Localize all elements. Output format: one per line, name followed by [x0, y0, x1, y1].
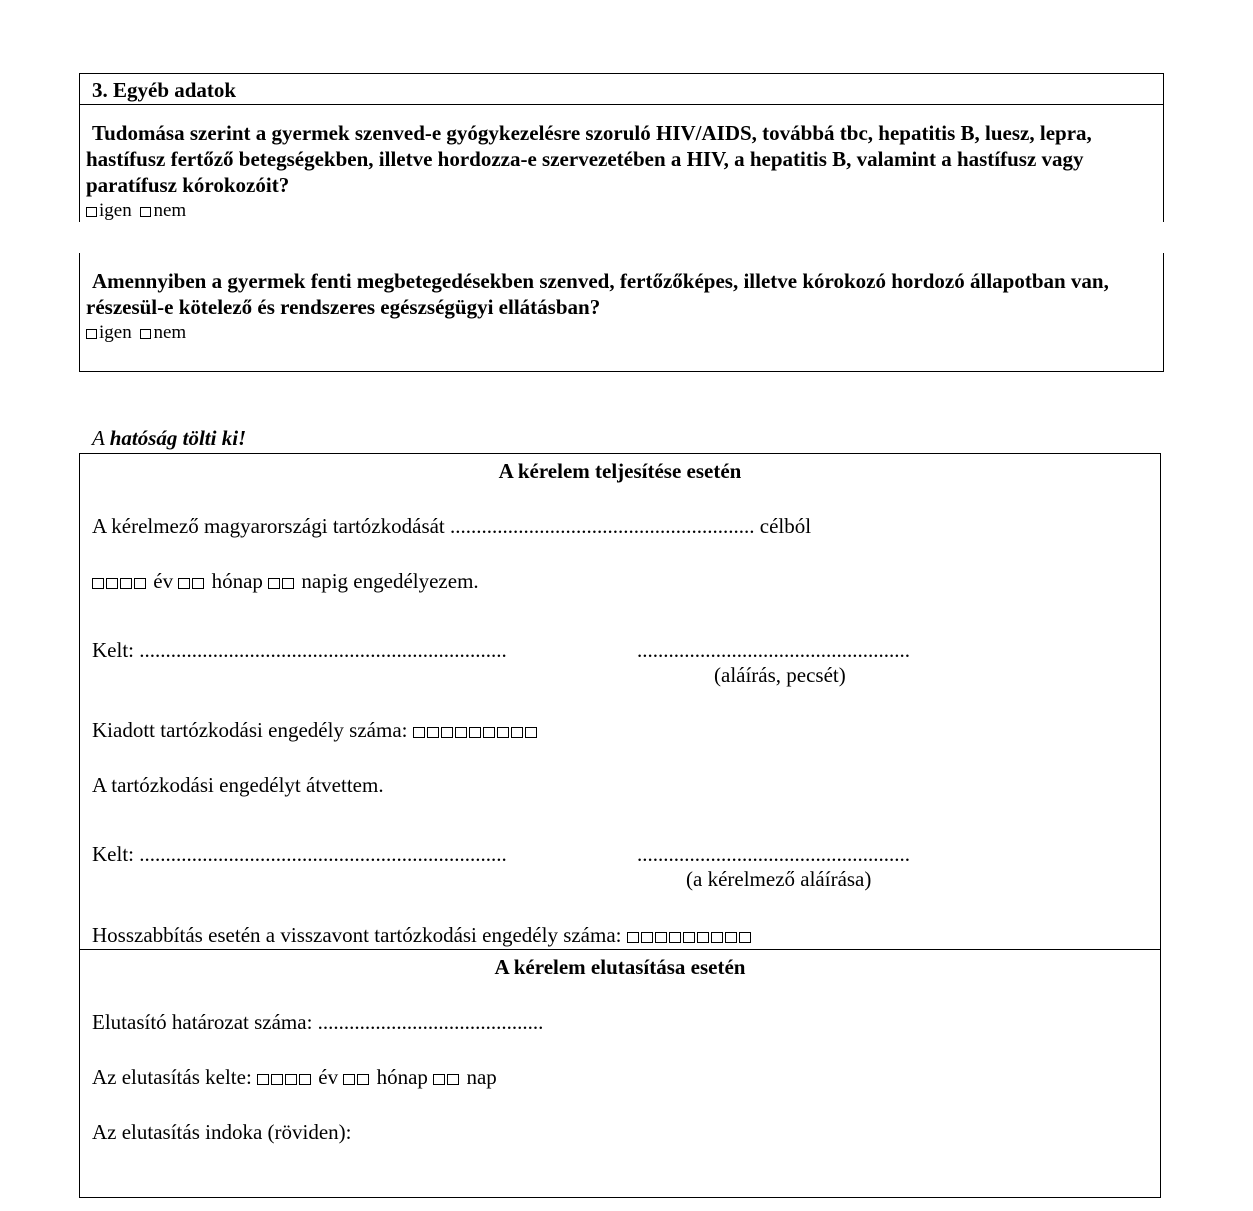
question1-yes-checkbox[interactable] — [86, 207, 97, 217]
approval-title: A kérelem teljesítése esetén — [498, 459, 742, 483]
kelt-dots-field[interactable]: ...................................................................... — [139, 638, 507, 662]
extension-line — [92, 925, 753, 946]
question2-yes-label: igen — [99, 322, 132, 343]
signature-caption: (aláírás, pecsét) — [714, 663, 846, 687]
question2-text: Amennyiben a gyermek fenti megbetegedésekben szenved, fertőzőképes, illetve kórokozó hordozó állapotban van, részesül-e kötelező és rendszeres egészségügyi ellátásban? — [86, 269, 1109, 319]
purpose-line — [92, 516, 811, 537]
question1-no-checkbox[interactable] — [140, 207, 151, 217]
decision-number-label: Elutasító határozat száma: — [92, 1010, 313, 1034]
duration-year-boxes[interactable] — [92, 569, 148, 593]
permit-number-label: Kiadott tartózkodási engedély száma: — [92, 718, 408, 742]
decision-number-dots-field[interactable]: ........................................... — [317, 1010, 544, 1034]
purpose-dots-field[interactable]: .......................................................... — [450, 514, 755, 538]
duration-year-label: év — [153, 569, 174, 593]
extension-number-boxes[interactable] — [627, 923, 753, 947]
kelt-label: Kelt: — [92, 638, 134, 662]
extension-label: Hosszabbítás esetén a visszavont tartózkodási engedély száma: — [92, 923, 622, 947]
question2-no-checkbox[interactable] — [140, 329, 151, 339]
purpose-label: A kérelmező magyarországi tartózkodását — [92, 514, 445, 538]
signature-dots-field[interactable]: .................................................... — [637, 638, 910, 662]
rejection-month-label: hónap — [376, 1065, 428, 1089]
applicant-signature-caption: (a kérelmező aláírása) — [686, 867, 872, 891]
permit-number-boxes[interactable] — [413, 718, 539, 742]
question1-yes-label: igen — [99, 200, 132, 221]
kelt-label-2: Kelt: — [92, 842, 134, 866]
rejection-year-label: év — [318, 1065, 339, 1089]
question2-yes-checkbox[interactable] — [86, 329, 97, 339]
authority-note-prefix: A — [92, 426, 110, 450]
rejection-month-boxes[interactable] — [343, 1065, 371, 1089]
question1-text: Tudomása szerint a gyermek szenved-e gyógykezelésre szoruló HIV/AIDS, továbbá tbc, hepatitis B, luesz, lepra, hastífusz fertőző betegségekben, illetve hordozza-e szervezetében a HIV, a hepatitis B, valamint a hastífusz vagy paratífusz kórokozóit? — [86, 121, 1092, 197]
question2-no-label: nem — [153, 322, 187, 343]
question2-options — [86, 323, 186, 342]
duration-day-boxes[interactable] — [268, 569, 296, 593]
kelt-line-2 — [92, 844, 507, 865]
authority-note — [92, 428, 246, 449]
duration-month-boxes[interactable] — [178, 569, 206, 593]
applicant-signature-dots-field[interactable]: .................................................... — [637, 842, 910, 866]
duration-month-label: hónap — [211, 569, 263, 593]
rejection-year-boxes[interactable] — [257, 1065, 313, 1089]
duration-day-label: napig engedélyezem. — [301, 569, 479, 593]
question1-options — [86, 201, 186, 220]
permit-number-line — [92, 720, 539, 741]
rejection-title: A kérelem elutasítása esetén — [494, 955, 746, 979]
kelt-dots-field-2[interactable]: ...................................................................... — [139, 842, 507, 866]
received-text: A tartózkodási engedélyt átvettem. — [92, 773, 384, 797]
section3-heading: 3. Egyéb adatok — [92, 78, 237, 102]
rejection-date-line — [92, 1067, 497, 1088]
purpose-suffix: célból — [759, 514, 812, 538]
rejection-day-label: nap — [466, 1065, 497, 1089]
question1-no-label: nem — [153, 200, 187, 221]
rejection-day-boxes[interactable] — [433, 1065, 461, 1089]
duration-line — [92, 571, 479, 592]
rejection-date-label: Az elutasítás kelte: — [92, 1065, 252, 1089]
decision-number-line — [92, 1012, 543, 1033]
kelt-line-1 — [92, 640, 507, 661]
rejection-reason-label: Az elutasítás indoka (röviden): — [92, 1120, 352, 1144]
authority-note-emphasis: hatóság tölti ki! — [109, 426, 247, 450]
